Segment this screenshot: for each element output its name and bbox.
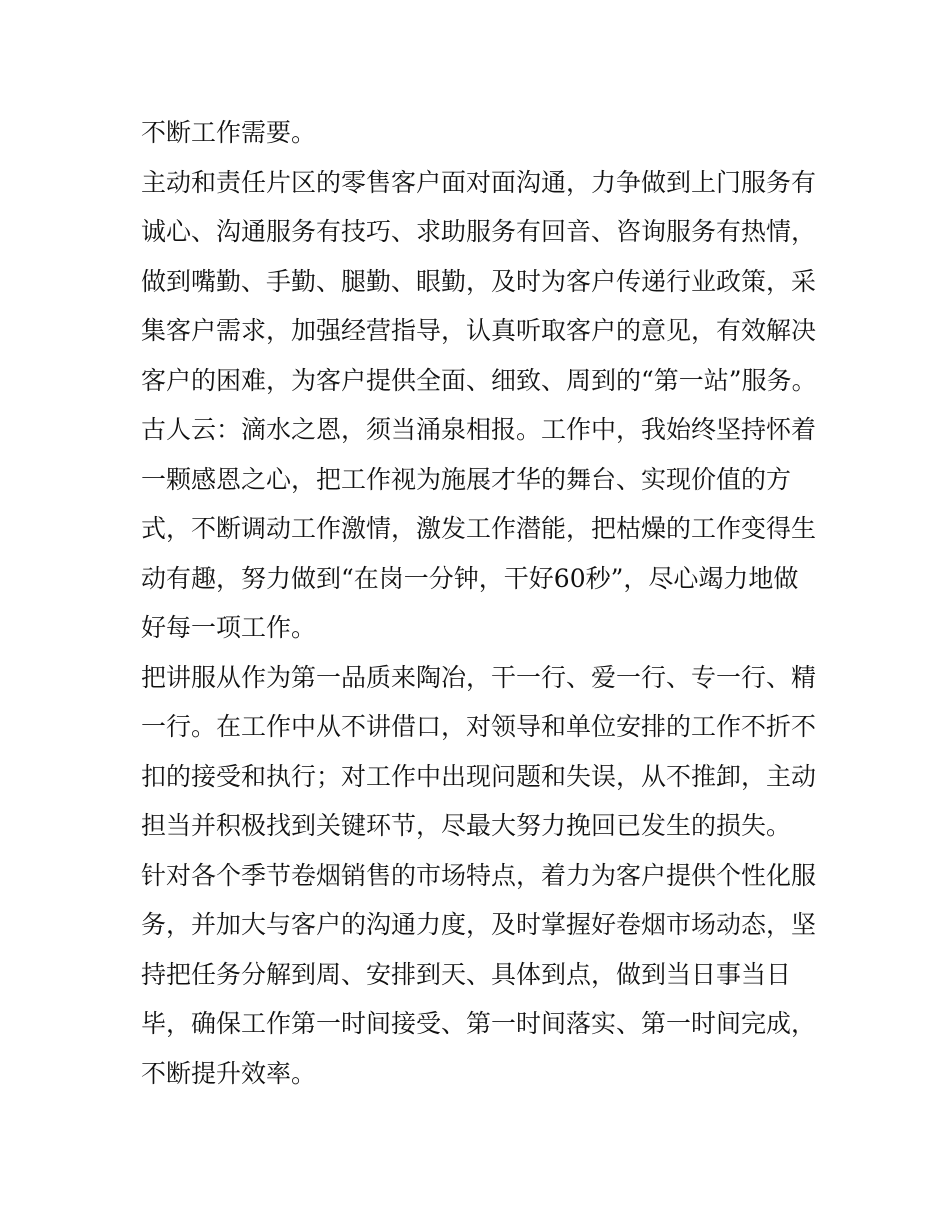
text-line: 主动和责任片区的零售客户面对面沟通，力争做到上门服务有 bbox=[141, 167, 817, 197]
text-line: 式，不断调动工作激情，激发工作潜能，把枯燥的工作变得生 bbox=[141, 514, 817, 543]
text-line: 一行。在工作中从不讲借口，对领导和单位安排的工作不折不 bbox=[141, 712, 817, 741]
text-line: 客户的困难，为客户提供全面、细致、周到的“第一站”服务。 bbox=[141, 365, 817, 395]
text-line: 做到嘴勤、手勤、腿勤、眼勤，及时为客户传递行业政策，采 bbox=[141, 266, 817, 296]
text-line: 集客户需求，加强经营指导，认真听取客户的意见，有效解决 bbox=[141, 316, 817, 345]
text-line: 持把任务分解到周、安排到天、具体到点，做到当日事当日 bbox=[141, 959, 792, 989]
text-line: 不断提升效率。 bbox=[141, 1058, 317, 1088]
text-line: 毕，确保工作第一时间接受、第一时间落实、第一时间完成， bbox=[141, 1009, 817, 1038]
text-line: 针对各个季节卷烟销售的市场特点，着力为客户提供个性化服 bbox=[141, 860, 817, 890]
text-line: 把讲服从作为第一品质来陶冶，干一行、爱一行、专一行、精 bbox=[141, 662, 817, 692]
text-line: 不断工作需要。 bbox=[141, 118, 317, 147]
text-line: 古人云：滴水之恩，须当涌泉相报。工作中，我始终坚持怀着 bbox=[141, 415, 817, 444]
text-line: 一颗感恩之心，把工作视为施展才华的舞台、实现价值的方 bbox=[141, 464, 792, 494]
body-text bbox=[141, 108, 817, 1098]
text-line: 诚心、沟通服务有技巧、求助服务有回音、咨询服务有热情， bbox=[141, 217, 817, 246]
text-line: 务，并加大与客户的沟通力度，及时掌握好卷烟市场动态，坚 bbox=[141, 910, 817, 939]
text-line: 担当并积极找到关键环节，尽最大努力挽回已发生的损失。 bbox=[141, 811, 792, 840]
text-line: 扣的接受和执行；对工作中出现问题和失误，从不推卸，主动 bbox=[141, 761, 817, 791]
text-line: 好每一项工作。 bbox=[141, 613, 317, 642]
text-line: 动有趣，努力做到“在岗一分钟，干好60秒”，尽心竭力地做 bbox=[141, 563, 799, 593]
